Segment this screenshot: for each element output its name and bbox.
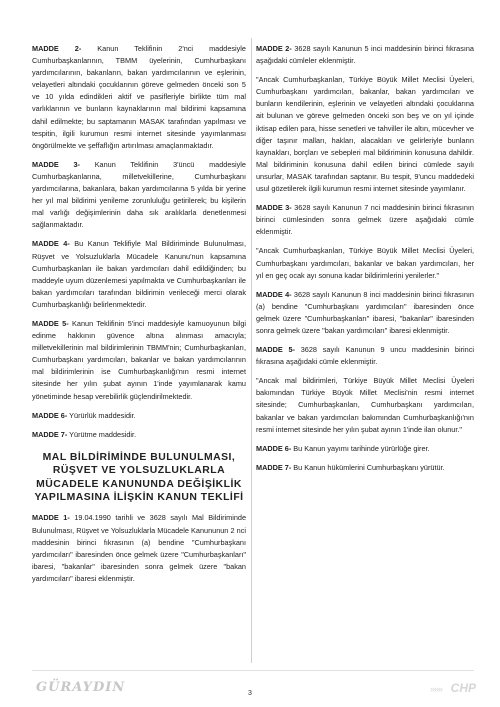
bill-article-3	[256, 202, 474, 238]
bill-article-5	[256, 344, 474, 368]
article-label: MADDE 6-	[256, 443, 292, 453]
rationale-article-2	[32, 43, 246, 152]
column-divider	[251, 38, 252, 663]
article-text: Kanun Teklifinin 5'inci maddesiyle kamuoyunun bilgi edinme hakkının güvence altına alınması amacıyla; milletvekillerinin mal bildirimlerinin TBMM'nin; Cumhurbaşkanları, Cumhurbaşkanı yardımcıları, bakanlar ve bakan yardımcılarının mal bildirimlerinin ise Cumhurbaşkanlığı'nın resmi internet sitesinde her yılın şubat ayının 1'inde yayımlanarak kamu yönetiminde hesap verebilirlik güçlendirilmektedir.	[32, 318, 246, 401]
bill-title: MAL BİLDİRİMİNDE BULUNULMASI, RÜŞVET VE YOLSUZLUKLARLA MÜCADELE KANUNUNDA DEĞİŞİKLİK YAPILMASINA İLİŞKİN KANUN TEKLİFİ	[34, 451, 244, 504]
bill-article-2-quote: "Ancak Cumhurbaşkanları, Türkiye Büyük Millet Meclisi Üyeleri, Cumhurbaşkanı yardımcıları, bakanlar, bakan yardımcıları ve bunların kendilerinin, eşlerinin ve velayetleri altındaki çocuklarına ait bulunan ve göreve gelmeden önceki son beş ve on yıl içinde iktisap edilen para, hisse senetleri ve tahviller ile altın, mücevher ve diğer taşınır malları, hakları, alacakları ve gelirleriyle bunların kaynakları, borçları ve sebepleri mal bildiriminin konusuna dahildir. Mal bildiriminin konusuna dahil edilen birinci cümlede sayılı unsurlar, MASAK tarafından saptanır. Bu tespit, 9'uncu maddedeki usul gözetilerek ilgili kurumun resmi internet sitesinde yayımlanır.	[256, 75, 474, 194]
party-logo	[430, 681, 476, 697]
article-text: 3628 sayılı Kanunun 5 inci maddesinin birinci fıkrasına aşağıdaki cümleler eklenmiştir.	[256, 44, 474, 66]
bill-article-1	[32, 512, 246, 585]
bill-article-3-quote: "Ancak Cumhurbaşkanları, Türkiye Büyük Millet Meclisi Üyeleri, Cumhurbaşkanı yardımcıları, bakanlar ve bakan yardımcıları, her yıl en geç ocak ayı sonuna kadar bildirimlerini yenilerler."	[256, 246, 474, 280]
page-number: 3	[248, 690, 252, 697]
article-label: MADDE 3-	[32, 159, 80, 169]
bill-article-7	[256, 462, 474, 474]
article-text: Bu Kanun yayımı tarihinde yürürlüğe girer.	[291, 443, 430, 453]
rationale-article-6	[32, 410, 246, 422]
article-text: Yürütme maddesidir.	[67, 429, 137, 439]
article-text: Yürürlük maddesidir.	[67, 410, 136, 420]
article-text: 19.04.1990 tarihli ve 3628 sayılı Mal Bildiriminde Bulunulması, Rüşvet ve Yolsuzluklarla Mücadele Kanununun 2 nci maddesinin birinci fıkrasının (a) bendine "Cumhurbaşkanı yardımcıları" ibaresinden önce gelmek üzere "Cumhurbaşkanları" ibaresi, "bakanlar" ibaresinden sonra gelmek üzere "bakan yardımcıları" ibaresi eklenmiştir.	[32, 513, 246, 583]
article-label: MADDE 1-	[32, 513, 70, 523]
author-signature-logo: GÜRAYDIN	[36, 680, 126, 695]
article-text: Kanun Teklifinin 2'nci maddesiyle Cumhurbaşkanlarının, TBMM üyelerinin, Cumhurbaşkanı yardımcılarının, bakanların, bakan yardımcılarının ve eşlerinin, velayetleri altındaki çocuklarının göreve gelmeden önceki son 5 ve 10 yılda edindikleri aktif ve pasifleriyle birlikte tüm mal varlıklarının ve bunların kaynaklarının mal bildirimi kapsamına dahil edilmekte; bu saptamanın MASAK tarafından yapılması ve tespitin, ilgili kurumun resmi internet sitesinde yayımlanması öngörülmekte ve şeffaflığın artırılması amaçlanmaktadır.	[32, 44, 246, 150]
article-label: MADDE 6-	[32, 410, 68, 420]
bill-article-6	[256, 443, 474, 455]
bill-article-2	[256, 43, 474, 67]
article-text: Bu Kanun Teklifiyle Mal Bildiriminde Bulunulması, Rüşvet ve Yolsuzluklarla Mücadele Kanunu'nun kapsamına Cumhurbaşkanları ile bakan yardımcıları dahil edildiğinden; bu maddeyle uyum düzenlemesi yapılmakta ve Cumhurbaşkanları ile bakan yardımcıları tarafından bildirimin verileceği merci olarak Cumhurbaşkanlığı belirlenmektedir.	[32, 239, 246, 309]
article-label: MADDE 2-	[256, 44, 292, 53]
rationale-article-3	[32, 159, 246, 232]
article-text: 3628 sayılı Kanunun 8 inci maddesinin birinci fıkrasının (a) bendine "Cumhurbaşkanı yardımcıları" ibaresinden önce gelmek üzere "Cumhurbaşkanları" ibaresi, "bakanlar" ibaresinden sonra gelmek üzere "bakan yardımcıları" ibaresi eklenmiştir.	[256, 289, 474, 335]
article-label: MADDE 2-	[32, 44, 82, 53]
left-column	[32, 43, 246, 592]
article-label: MADDE 4-	[32, 239, 70, 249]
bill-article-4	[256, 289, 474, 337]
rationale-article-7	[32, 429, 246, 441]
rationale-article-5	[32, 318, 246, 403]
article-text: Bu Kanun hükümlerini Cumhurbaşkanı yürütür.	[291, 462, 445, 472]
article-text: 3628 sayılı Kanunun 7 nci maddesinin birinci fıkrasının birinci cümlesinden sonra gelmek üzere aşağıdaki cümle eklenmiştir.	[256, 203, 474, 237]
article-label: MADDE 4-	[256, 289, 292, 299]
article-label: MADDE 7-	[256, 462, 292, 472]
article-text: 3628 sayılı Kanunun 9 uncu maddesinin birinci fıkrasına aşağıdaki cümle eklenmiştir.	[256, 345, 474, 367]
footer-divider	[32, 670, 474, 671]
article-label: MADDE 7-	[32, 429, 68, 439]
bill-article-5-quote: "Ancak mal bildirimleri, Türkiye Büyük Millet Meclisi Üyeleri bakımından Türkiye Büyük Millet Meclisi'nin resmi internet sitesinde; Cumhurbaşkanları, Cumhurbaşkanı yardımcıları, bakanlar ve bakan yardımcıları bakımından Cumhurbaşkanlığı'nın resmi internet sitesinde her yılın şubat ayının 1'inde ilan olunur."	[256, 376, 474, 434]
six-arrows-icon: ››››››	[430, 684, 442, 694]
article-label: MADDE 5-	[32, 318, 69, 328]
party-logo-text: CHP	[450, 681, 476, 695]
article-label: MADDE 3-	[256, 203, 292, 213]
rationale-article-4	[32, 238, 246, 311]
article-text: Kanun Teklifinin 3'üncü maddesiyle Cumhurbaşkanlarına, milletvekillerine, Cumhurbaşkanı yardımcılarına, bakanlara, bakan yardımcılarına 5 yılda bir yerine her yıl mal bildirimi yenileme zorunluluğu getirilerek; bu kişilerin mal varlığı değişimlerinin daha sık aralıklarla denetlenmesi sağlanmaktadır.	[32, 159, 246, 230]
article-label: MADDE 5-	[256, 345, 295, 355]
right-column	[256, 43, 474, 481]
